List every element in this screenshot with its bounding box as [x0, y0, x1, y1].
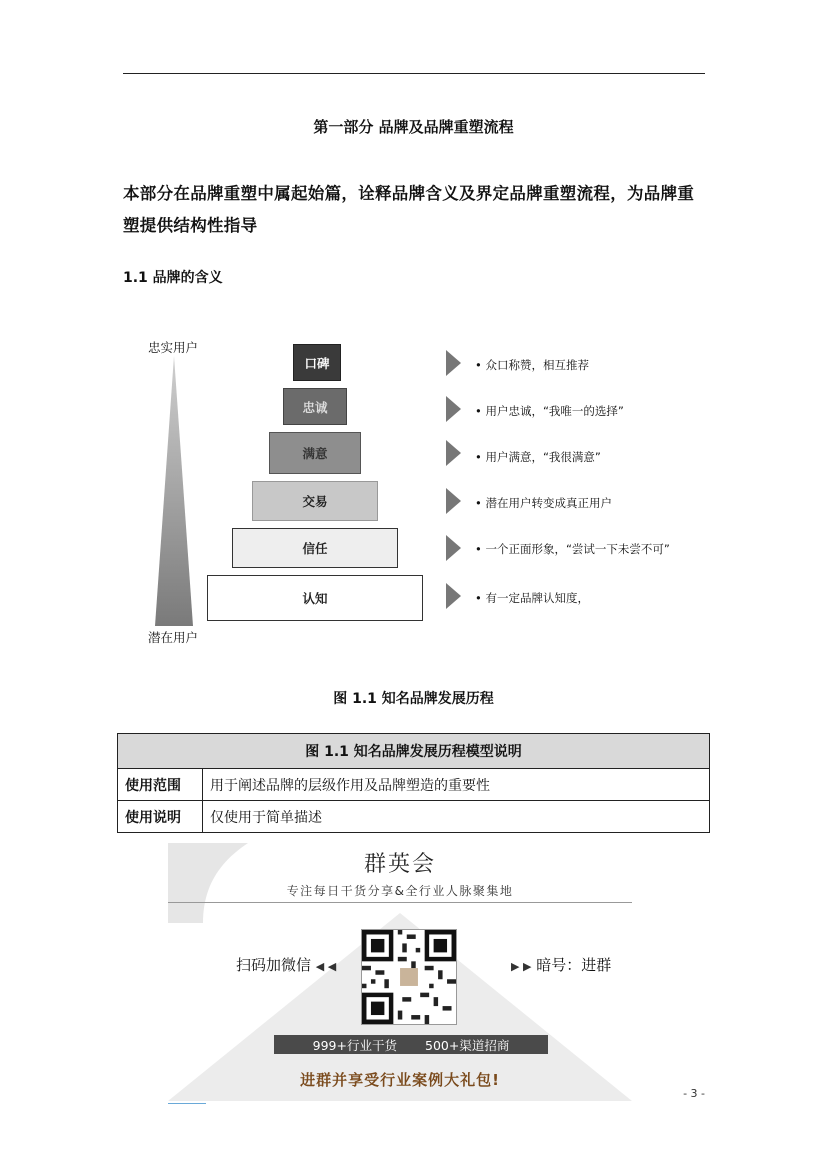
intro-paragraph	[123, 178, 713, 242]
gradient-triangle	[155, 356, 193, 626]
level-transaction	[252, 481, 378, 521]
promo-gift-text: 进群并享受行业案例大礼包!	[300, 1071, 500, 1089]
level-word-of-mouth	[293, 344, 341, 381]
table-row	[118, 801, 710, 833]
arrow-right-icon	[446, 488, 461, 514]
scan-label-text: 扫码加微信	[236, 956, 312, 974]
level-description: • 用户满意，“我很满意”	[475, 450, 601, 464]
section-title: 1.1 品牌的含义	[123, 270, 223, 286]
arrow-right-icon	[446, 396, 461, 422]
table-header-row	[118, 734, 710, 769]
level-description: • 众口称赞，相互推荐	[475, 358, 589, 372]
table-row-value: 用于阐述品牌的层级作用及品牌塑造的重要性	[203, 769, 710, 801]
level-description: • 一个正面形象，“尝试一下未尝不可”	[475, 542, 670, 556]
arrow-left-icon: ◀ ◀	[315, 960, 337, 973]
arrow-right-icon	[446, 535, 461, 561]
level-trust	[232, 528, 398, 568]
promo-banner	[168, 843, 632, 1101]
table-header: 图 1.1 知名品牌发展历程模型说明	[118, 734, 710, 769]
level-label: 满意	[302, 446, 328, 461]
promo-name: 群英会	[363, 852, 436, 877]
promo-stat: 500+渠道招商	[425, 1037, 510, 1053]
arrow-right-icon: ▶ ▶	[511, 960, 532, 973]
page-number: - 3 -	[683, 1087, 705, 1100]
arrow-right-icon	[446, 440, 461, 466]
header-rule	[123, 73, 705, 74]
promo-stat: 999+行业干货	[312, 1037, 397, 1053]
footer-mark	[168, 1103, 206, 1104]
intro-line-2: 塑提供结构性指导	[123, 216, 258, 235]
qr-code[interactable]	[361, 929, 457, 1025]
level-loyalty	[283, 388, 347, 425]
level-label: 认知	[302, 591, 328, 606]
arrow-right-icon	[446, 350, 461, 376]
level-label: 口碑	[304, 355, 330, 371]
promo-stats-bar	[274, 1035, 548, 1054]
level-label: 忠诚	[302, 399, 328, 415]
table-row	[118, 769, 710, 801]
table-row-key: 使用范围	[118, 769, 203, 801]
code-label	[511, 954, 611, 975]
arrow-right-icon	[446, 583, 461, 609]
promo-subtitle: 专注每日干货分享&全行业人脉聚集地	[286, 884, 514, 898]
level-description: • 有一定品牌认知度，	[475, 591, 589, 605]
model-description-table	[117, 733, 710, 833]
table-row-key: 使用说明	[118, 801, 203, 833]
figure-caption: 图 1.1 知名品牌发展历程	[333, 691, 494, 707]
level-label: 信任	[302, 541, 328, 556]
qr-code-icon	[362, 930, 456, 1024]
level-satisfaction	[269, 432, 361, 474]
level-label: 交易	[302, 494, 328, 509]
level-awareness	[207, 575, 423, 621]
table-row-value: 仅使用于简单描述	[203, 801, 710, 833]
level-description: • 潜在用户转变成真正用户	[475, 496, 612, 510]
part-title: 第一部分 品牌及品牌重塑流程	[313, 118, 514, 136]
level-description: • 用户忠诚，“我唯一的选择”	[475, 404, 624, 418]
potential-user-label: 潜在用户	[148, 630, 199, 645]
loyal-user-label: 忠实用户	[148, 340, 199, 355]
intro-line-1: 本部分在品牌重塑中属起始篇，诠释品牌含义及界定品牌重塑流程，为品牌重	[123, 184, 695, 203]
code-label-text: 暗号：进群	[536, 956, 612, 974]
promo-divider	[168, 902, 632, 903]
scan-label	[236, 954, 336, 975]
